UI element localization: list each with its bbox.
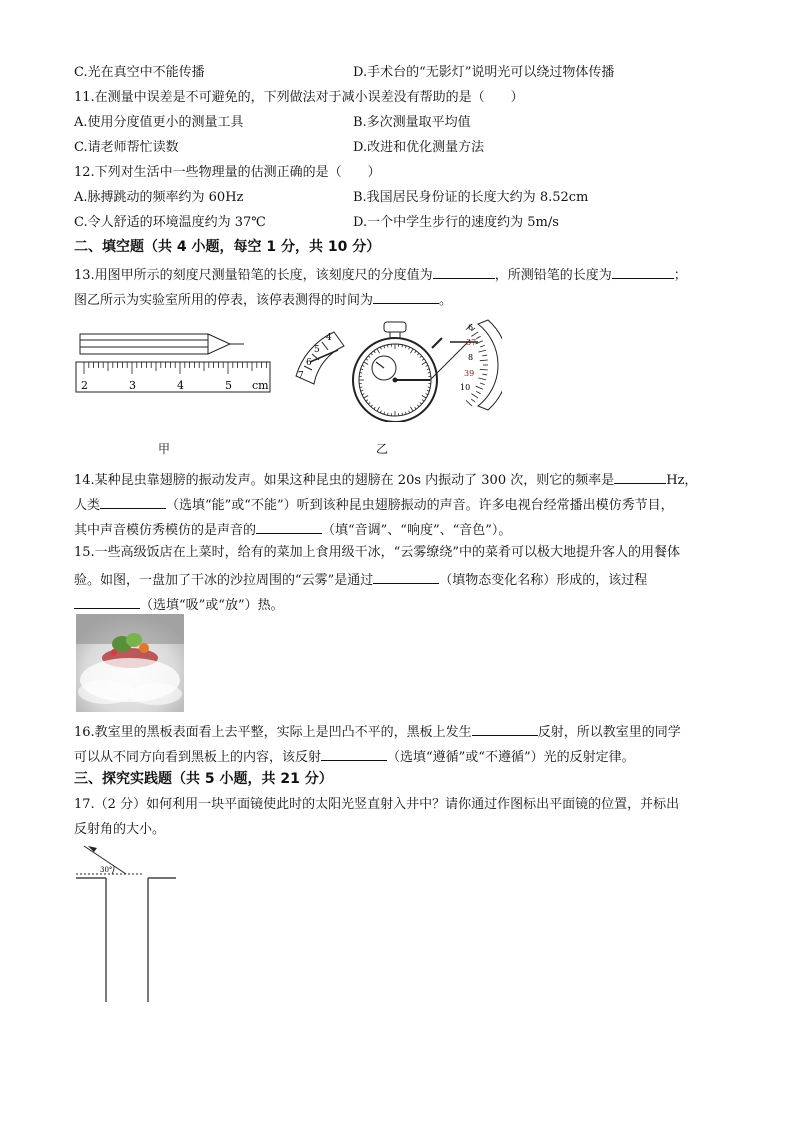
q15-line-1: 15.一些高级饭店在上菜时，给有的菜加上食用级干冰，“云雾缭绕”中的菜肴可以极大地提升客人的用餐体 — [74, 545, 680, 560]
second-zoom-tick — [480, 345, 485, 347]
minute-label: 7 — [298, 371, 304, 381]
stopwatch-tick — [360, 373, 362, 374]
stopwatch-tick — [402, 413, 403, 415]
q14-line-2 — [74, 494, 674, 515]
figure-caption-a: 甲 — [158, 442, 171, 456]
second-zoom-tick — [480, 383, 485, 385]
q11-option-a: A.使用分度值更小的测量工具 — [74, 115, 244, 130]
q16-line-2 — [74, 746, 635, 767]
stopwatch-figure — [292, 318, 502, 422]
second-dial-ticks — [466, 324, 488, 406]
q15-blank-phase-change[interactable] — [373, 569, 439, 584]
second-zoom-tick — [482, 355, 487, 356]
pencil-tip — [208, 334, 230, 354]
second-label: 6 — [468, 323, 474, 332]
q14-blank-frequency[interactable] — [614, 469, 666, 484]
q12-option-d: D.一个中学生步行的速度约为 5m/s — [353, 215, 559, 230]
q15-text: （选填“吸”或“放”）热。 — [140, 598, 284, 613]
q14-line-1 — [74, 469, 697, 490]
second-dial-zoom — [478, 320, 502, 410]
q13-blank-division[interactable] — [433, 264, 495, 279]
second-zoom-tick — [471, 394, 478, 398]
second-zoom-tick — [476, 391, 480, 393]
q15-blank-heat[interactable] — [74, 594, 140, 609]
stopwatch-tick — [402, 345, 403, 347]
well-sunlight-figure — [72, 838, 182, 1004]
q13-line-2 — [74, 289, 452, 310]
q16-text: 可以从不同方向看到黑板上的内容，该反射 — [74, 750, 322, 765]
ruler — [76, 362, 270, 392]
q16-text: 16.教室里的黑板表面看上去平整，实际上是凹凸不平的，黑板上发生 — [74, 725, 472, 740]
second-zoom-tick — [480, 360, 488, 361]
q17-line-1: 17.（2 分）如何利用一块平面镜使此时的太阳光竖直射入井中？请你通过作图标出平面镜的位置，并标出 — [74, 797, 680, 812]
stopwatch-button — [432, 338, 442, 348]
q13-text: 图乙所示为实验室所用的停表，该停表测得的时间为 — [74, 293, 374, 308]
q10-option-c: C.光在真空中不能传播 — [74, 65, 205, 80]
q14-blank-audible[interactable] — [100, 494, 166, 509]
q14-text: 14.某种昆虫靠翅膀的振动发声。如果这种昆虫的翅膀在 20s 内振动了 300 次，则它的频率是 — [74, 473, 615, 488]
stopwatch-tick — [428, 387, 430, 388]
second-label: 10 — [460, 383, 471, 392]
q14-text: Hz， — [666, 473, 698, 488]
q13-text: ； — [673, 268, 687, 283]
salad-fruit — [139, 643, 149, 653]
second-zoom-tick — [471, 399, 475, 402]
second-zoom-tick — [466, 400, 472, 405]
q11-stem: 11.在测量中误差是不可避免的，下列做法对于减小误差没有帮助的是（ ） — [74, 90, 524, 105]
q13-line-1 — [74, 264, 687, 285]
ruler-pencil-figure — [74, 326, 274, 398]
q16-blank-reflection-type[interactable] — [472, 721, 538, 736]
q11-option-d: D.改进和优化测量方法 — [353, 140, 485, 155]
q16-text: 反射，所以教室里的同学 — [537, 725, 681, 740]
q13-text: 13.用图甲所示的刻度尺测量铅笔的长度，该刻度尺的分度值为 — [74, 268, 433, 283]
second-zoom-tick — [482, 374, 487, 375]
second-zoom-tick — [478, 378, 486, 380]
stopwatch-tick — [388, 413, 389, 415]
q12-stem: 12.下列对生活中一些物理量的估测正确的是（ ） — [74, 165, 381, 180]
second-label: 39 — [464, 369, 475, 378]
q15-text: （填物态变化名称）形成的，该过程 — [439, 573, 648, 588]
figure-caption-b: 乙 — [376, 442, 389, 456]
q12-option-c: C.令人舒适的环境温度约为 37℃ — [74, 215, 266, 230]
q16-blank-law[interactable] — [321, 746, 387, 761]
q16-text: （选填“遵循”或“不遵循”）光的反射定律。 — [387, 750, 635, 765]
q17-line-2: 反射角的大小。 — [74, 822, 166, 837]
ruler-label: 5 — [225, 379, 232, 392]
q15-text: 验。如图，一盘加了干冰的沙拉周围的“云雾”是通过 — [74, 573, 374, 588]
q13-text: ，所测铅笔的长度为 — [494, 268, 612, 283]
q14-text: 其中声音模仿秀模仿的是声音的 — [74, 523, 257, 538]
pencil-body — [80, 334, 208, 354]
stopwatch-tick — [388, 345, 389, 347]
q14-text: （填“音调”、“响度”、“音色”）。 — [322, 523, 512, 538]
q14-text: （选填“能”或“不能”）听到该种昆虫翅膀振动的声音。许多电视台经常播出模仿秀节目， — [166, 498, 674, 513]
q14-text: 人类 — [74, 498, 101, 513]
q12-option-b: B.我国居民身份证的长度大约为 8.52cm — [353, 190, 589, 205]
second-label: 37 — [466, 338, 477, 347]
minute-label: 6 — [306, 358, 312, 368]
q13-text: 。 — [439, 293, 453, 308]
minute-label: 5 — [314, 345, 320, 355]
stopwatch-tick — [360, 387, 362, 388]
q15-line-2 — [74, 569, 647, 590]
ruler-label: 2 — [81, 379, 88, 392]
section-heading-fill-in: 二、填空题（共 4 小题，每空 1 分，共 10 分） — [74, 239, 381, 255]
ruler-unit-label: cm — [252, 379, 269, 392]
q12-option-a: A.脉搏跳动的频率约为 60Hz — [74, 190, 244, 205]
ruler-label: 4 — [177, 379, 184, 392]
stopwatch-crown — [384, 322, 406, 332]
salad-greens — [126, 633, 142, 647]
q13-blank-length[interactable] — [612, 264, 674, 279]
second-label: 8 — [468, 353, 474, 362]
minute-label: 4 — [326, 333, 332, 343]
q15-line-3 — [74, 594, 284, 615]
dry-ice-salad-photo — [76, 614, 184, 712]
q11-option-b: B.多次测量取平均值 — [353, 115, 471, 130]
second-zoom-tick — [480, 369, 488, 370]
q14-line-3 — [74, 519, 511, 540]
second-zoom-tick — [476, 386, 483, 389]
salad-fruit — [111, 649, 117, 655]
dry-ice-fog — [78, 680, 134, 704]
angle-label: 30° — [100, 866, 113, 874]
stopwatch-center — [393, 378, 398, 383]
q14-blank-characteristic[interactable] — [256, 519, 322, 534]
q16-line-1 — [74, 721, 681, 742]
stopwatch-tick — [428, 373, 430, 374]
ruler-label: 3 — [129, 379, 136, 392]
dry-ice-fog — [130, 683, 182, 705]
second-zoom-tick — [476, 336, 480, 338]
second-zoom-tick — [471, 332, 478, 336]
q13-blank-time[interactable] — [373, 289, 439, 304]
second-zoom-tick — [478, 350, 486, 352]
q11-option-c: C.请老师帮忙读数 — [74, 140, 179, 155]
section-heading-practice: 三、探究实践题（共 5 小题，共 21 分） — [74, 771, 333, 787]
q10-option-d: D.手术台的“无影灯”说明光可以绕过物体传播 — [353, 65, 615, 80]
